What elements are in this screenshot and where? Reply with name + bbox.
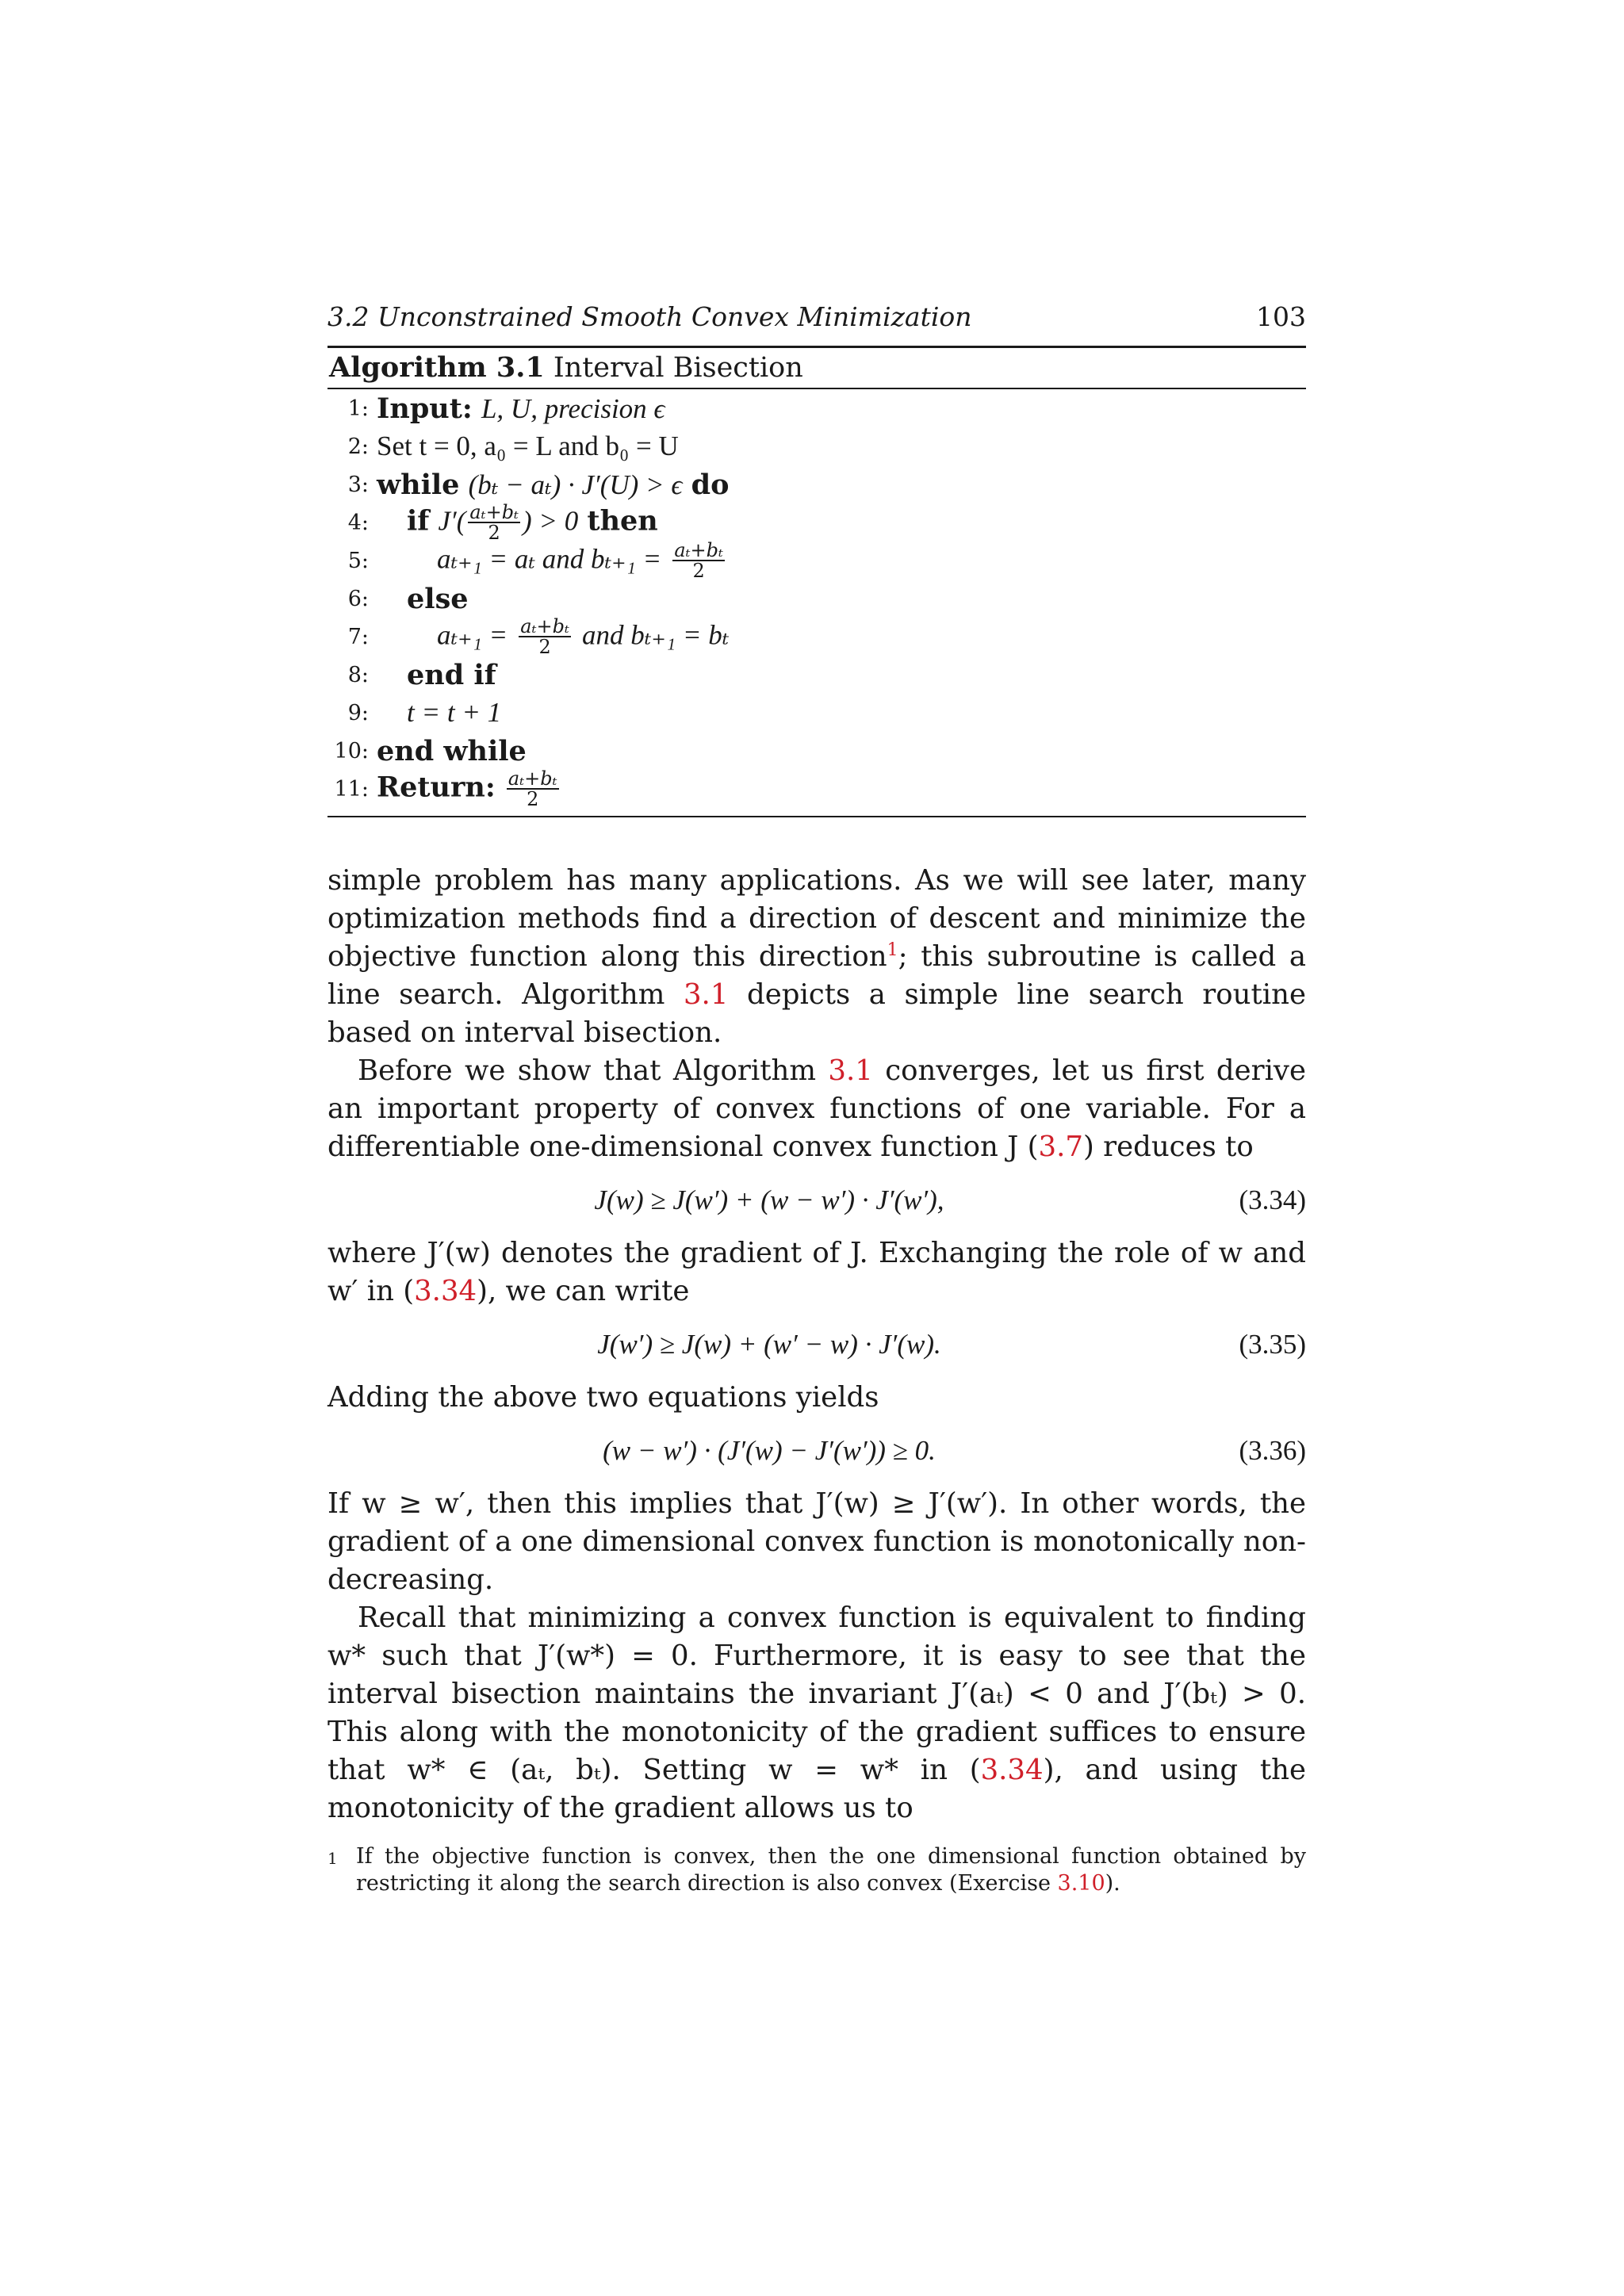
- line-number: 6:: [347, 586, 369, 611]
- algo-line-text: ) > 0: [522, 505, 579, 537]
- fraction: $\frac{\text{aₜ+bₜ}}{2}$: [469, 501, 519, 544]
- line-number: 9:: [347, 700, 369, 725]
- fraction: $\frac{\text{aₜ+bₜ}}{2}$: [674, 539, 723, 582]
- kw-while: while: [377, 468, 460, 501]
- line-number: 8:: [347, 662, 369, 687]
- fraction: $\frac{\text{aₜ+bₜ}}{2}$: [508, 767, 557, 810]
- footnote-ref[interactable]: 1: [887, 940, 898, 961]
- paragraph-3: where J′(w) denotes the gradient of J. Exchanging the role of w and w′ in (3.34), we can write: [327, 1237, 1306, 1307]
- algo-line-text: (bₜ − aₜ) · J′(U) > ϵ: [468, 469, 683, 500]
- algo-line-text: aₜ₊₁ =: [437, 619, 508, 651]
- line-number: 1:: [347, 396, 369, 421]
- kw-then: then: [587, 504, 658, 538]
- kw-if: if: [407, 504, 430, 538]
- equation-tag: (3.36): [1239, 1435, 1306, 1466]
- line-number: 2:: [347, 434, 369, 459]
- ref-algorithm[interactable]: 3.1: [683, 978, 729, 1011]
- algo-line-text: and bₜ₊₁ = bₜ: [582, 619, 730, 651]
- algo-line-text: aₜ₊₁ = aₜ and bₜ₊₁ =: [437, 543, 662, 575]
- algorithm-lines: [327, 389, 1306, 808]
- equation-tag: (3.35): [1239, 1329, 1306, 1360]
- algo-line-7: [327, 615, 1306, 658]
- algorithm-box: [327, 346, 1306, 817]
- algorithm-name: Interval Bisection: [553, 352, 803, 384]
- ref-eq-3-7[interactable]: 3.7: [1038, 1131, 1083, 1163]
- ref-eq-3-34[interactable]: 3.34: [980, 1754, 1044, 1786]
- kw-end-if: end if: [407, 658, 496, 691]
- line-number: 10:: [334, 738, 369, 763]
- algo-line-text: J′(: [438, 505, 466, 537]
- body-text: [327, 862, 1306, 1827]
- equation-3-36: (w − w′) · (J′(w) − J′(w′)) ≥ 0. (3.36): [327, 1417, 1306, 1485]
- algo-line-8: [327, 656, 1306, 694]
- kw-input: Input:: [377, 392, 473, 425]
- algo-line-text: t = t + 1: [407, 697, 502, 728]
- page-number: 103: [1256, 301, 1306, 332]
- fraction: $\frac{\text{aₜ+bₜ}}{2}$: [520, 615, 569, 658]
- algorithm-bottom-rule: [327, 816, 1306, 817]
- footnote: [327, 1843, 1306, 1897]
- paragraph-1: simple problem has many applications. As we will see later, many optimization methods find a direction of descent and minimize the objective function along this direction$^1$; this subroutine is called a line search. Algorithm 3.1 depicts a simple line search routine based on interval bisection.: [327, 864, 1307, 1049]
- running-head: [327, 293, 1306, 341]
- kw-do: do: [691, 468, 730, 501]
- algo-line-4: [327, 501, 1306, 544]
- line-number: 3:: [347, 472, 369, 497]
- footnote-text: If the objective function is convex, then the one dimensional function obtained by restricting it along the search direction is also convex (Exercise 3.10).: [356, 1844, 1306, 1896]
- paragraph-5: If w ≥ w′, then this implies that J′(w) ≥ J′(w′). In other words, the gradient of a one dimensional convex function is monotonically non-decreasing.: [327, 1487, 1306, 1596]
- kw-else: else: [407, 582, 469, 615]
- line-number: 11:: [334, 776, 369, 802]
- algorithm-label: Algorithm 3.1: [329, 351, 545, 384]
- line-number: 4:: [347, 510, 369, 535]
- line-number: 7:: [347, 624, 369, 649]
- algo-line-text: L, U, precision ϵ: [481, 392, 665, 424]
- algo-line-10: [327, 732, 1306, 770]
- equation-3-35: J(w′) ≥ J(w) + (w′ − w) · J′(w). (3.35): [327, 1311, 1306, 1379]
- paragraph-2: Before we show that Algorithm 3.1 converges, let us first derive an important property of convex functions of one variable. For a differentiable one-dimensional convex function J (3.7) reduces to: [327, 1054, 1307, 1163]
- algo-line-2: [327, 427, 1306, 465]
- algorithm-caption: [327, 348, 1306, 388]
- page: [327, 293, 1306, 1897]
- equation-3-34: J(w) ≥ J(w′) + (w − w′) · J′(w′), (3.34): [327, 1166, 1306, 1234]
- paragraph-4: Adding the above two equations yields: [327, 1381, 879, 1414]
- paragraph-6: Recall that minimizing a convex function is equivalent to finding w* such that J′(w*) = 0. Furthermore, it is easy to see that the interval bisection maintains the invariant J′(aₜ) < 0 and J′(bₜ) > 0. This along with the monotonicity of the gradient suffices to ensure that w* ∈ (aₜ, bₜ). Setting w = w* in (3.34), and using the monotonicity of the gradient allows us to: [327, 1601, 1306, 1824]
- algo-line-5: [327, 541, 1306, 580]
- algo-line-9: [327, 694, 1306, 732]
- ref-algorithm[interactable]: 3.1: [828, 1054, 873, 1087]
- section-title: 3.2 Unconstrained Smooth Convex Minimization: [327, 301, 972, 332]
- ref-exercise[interactable]: 3.10: [1057, 1871, 1105, 1896]
- algo-line-11: [327, 767, 1306, 810]
- kw-end-while: end while: [377, 734, 527, 767]
- algo-line-6: [327, 580, 1306, 618]
- ref-eq-3-34[interactable]: 3.34: [414, 1275, 477, 1307]
- algo-line-3: [327, 465, 1306, 503]
- kw-return: Return:: [377, 771, 496, 804]
- footnote-mark: 1: [327, 1849, 338, 1868]
- line-number: 5:: [347, 548, 369, 573]
- algo-line-text: Set t = 0, a₀ = L and b₀ = U: [377, 430, 679, 461]
- equation-tag: (3.34): [1239, 1184, 1306, 1215]
- algo-line-1: [327, 389, 1306, 427]
